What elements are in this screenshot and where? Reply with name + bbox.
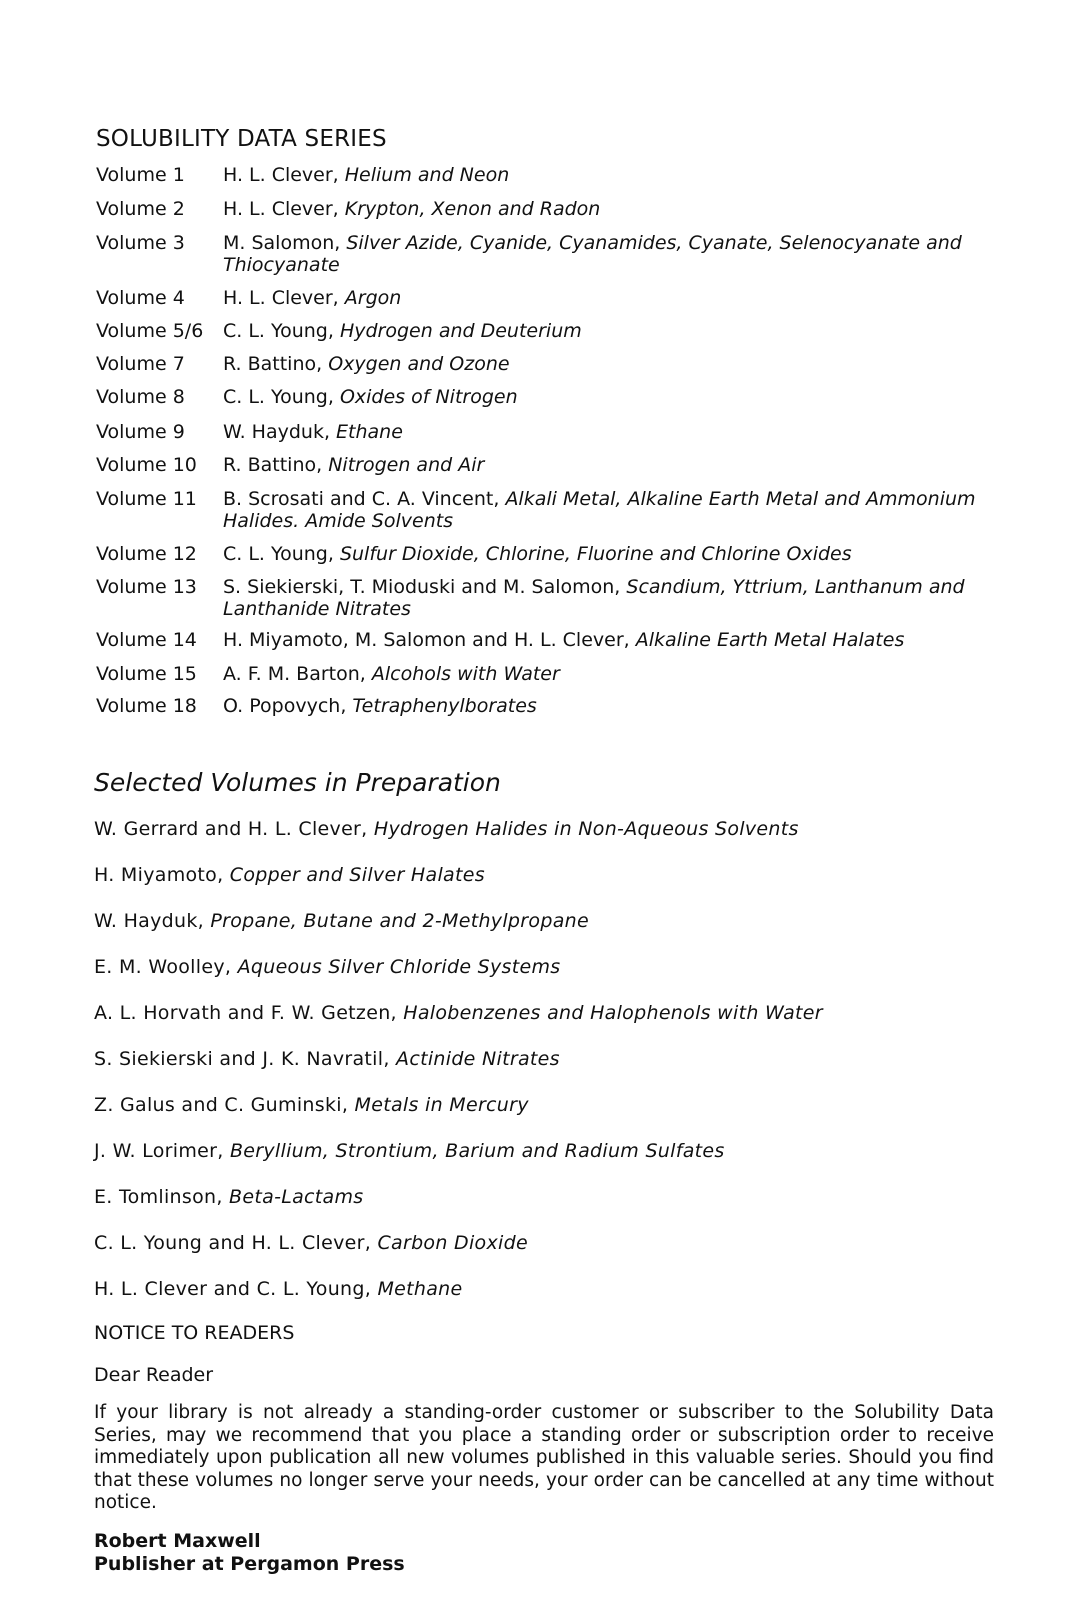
- volume-title: Argon: [344, 287, 402, 309]
- volume-authors: W. Hayduk,: [223, 421, 337, 443]
- volume-title: Nitrogen and Air: [328, 454, 485, 476]
- preparation-title: Carbon Dioxide: [377, 1232, 528, 1254]
- preparation-item: [94, 1278, 463, 1300]
- preparation-title: Beta-Lactams: [229, 1186, 364, 1208]
- preparation-authors: W. Gerrard and H. L. Clever,: [94, 818, 374, 840]
- signature-title: Publisher at Pergamon Press: [94, 1553, 405, 1575]
- preparation-authors: C. L. Young and H. L. Clever,: [94, 1232, 378, 1254]
- volume-title: Helium and Neon: [344, 164, 510, 186]
- volume-entry: [223, 543, 998, 565]
- preparation-item: [94, 1094, 529, 1116]
- preparation-title: Copper and Silver Halates: [229, 864, 485, 886]
- volume-title: Scandium, Yttrium, Lanthanum and Lanthanide Nitrates: [223, 576, 965, 620]
- preparation-title: Hydrogen Halides in Non-Aqueous Solvents: [373, 818, 799, 840]
- preparation-authors: H. L. Clever and C. L. Young,: [94, 1278, 378, 1300]
- volume-title: Alcohols with Water: [371, 663, 560, 685]
- volume-label: Volume 9: [96, 421, 185, 443]
- volume-authors: C. L. Young,: [223, 543, 340, 565]
- volume-title: Alkali Metal, Alkaline Earth Metal and Ammonium Halides. Amide Solvents: [223, 488, 976, 532]
- preparation-item: [94, 910, 589, 932]
- volume-entry: [223, 287, 998, 309]
- preparation-authors: E. M. Woolley,: [94, 956, 238, 978]
- volume-entry: [223, 576, 998, 620]
- notice-heading: NOTICE TO READERS: [94, 1322, 295, 1344]
- preparation-heading: Selected Volumes in Preparation: [94, 768, 501, 797]
- preparation-title: Methane: [377, 1278, 463, 1300]
- volume-label: Volume 4: [96, 287, 185, 309]
- preparation-authors: W. Hayduk,: [94, 910, 211, 932]
- volume-authors: H. L. Clever,: [223, 287, 345, 309]
- volume-entry: [223, 629, 998, 651]
- preparation-item: [94, 1048, 560, 1070]
- volume-title: Hydrogen and Deuterium: [339, 320, 582, 342]
- volume-title: Sulfur Dioxide, Chlorine, Fluorine and Chlorine Oxides: [339, 543, 852, 565]
- volume-entry: [223, 695, 998, 717]
- volume-entry: [223, 353, 998, 375]
- volume-title: Alkaline Earth Metal Halates: [635, 629, 905, 651]
- volume-authors: A. F. M. Barton,: [223, 663, 372, 685]
- volume-label: Volume 8: [96, 386, 185, 408]
- preparation-item: [94, 1232, 528, 1254]
- volume-authors: R. Battino,: [223, 353, 329, 375]
- volume-entry: [223, 488, 998, 532]
- preparation-title: Metals in Mercury: [354, 1094, 529, 1116]
- volume-title: Ethane: [336, 421, 403, 443]
- volume-label: Volume 7: [96, 353, 185, 375]
- preparation-item: [94, 1186, 364, 1208]
- volume-entry: [223, 320, 998, 342]
- preparation-title: Halobenzenes and Halophenols with Water: [403, 1002, 823, 1024]
- volume-authors: C. L. Young,: [223, 386, 340, 408]
- volume-entry: [223, 421, 998, 443]
- preparation-title: Propane, Butane and 2-Methylpropane: [210, 910, 589, 932]
- volume-authors: M. Salomon,: [223, 232, 347, 254]
- preparation-item: [94, 818, 799, 840]
- preparation-title: Actinide Nitrates: [396, 1048, 560, 1070]
- volume-label: Volume 13: [96, 576, 197, 598]
- volume-label: Volume 18: [96, 695, 197, 717]
- volume-label: Volume 2: [96, 198, 185, 220]
- preparation-authors: A. L. Horvath and F. W. Getzen,: [94, 1002, 404, 1024]
- volume-authors: R. Battino,: [223, 454, 329, 476]
- preparation-item: [94, 864, 485, 886]
- preparation-authors: Z. Galus and C. Guminski,: [94, 1094, 355, 1116]
- series-title: SOLUBILITY DATA SERIES: [96, 126, 387, 152]
- volume-authors: B. Scrosati and C. A. Vincent,: [223, 488, 506, 510]
- volume-title: Silver Azide, Cyanide, Cyanamides, Cyanate, Selenocyanate and Thiocyanate: [223, 232, 962, 276]
- volume-entry: [223, 454, 998, 476]
- preparation-item: [94, 956, 561, 978]
- volume-title: Oxides of Nitrogen: [339, 386, 518, 408]
- volume-entry: [223, 386, 998, 408]
- volume-entry: [223, 164, 998, 186]
- volume-authors: H. Miyamoto, M. Salomon and H. L. Clever,: [223, 629, 636, 651]
- volume-entry: [223, 198, 998, 220]
- volume-label: Volume 3: [96, 232, 185, 254]
- notice-salutation: Dear Reader: [94, 1364, 214, 1386]
- volume-label: Volume 14: [96, 629, 197, 651]
- volume-label: Volume 10: [96, 454, 197, 476]
- preparation-title: Aqueous Silver Chloride Systems: [237, 956, 561, 978]
- volume-authors: C. L. Young,: [223, 320, 340, 342]
- volume-authors: H. L. Clever,: [223, 164, 345, 186]
- preparation-title: Beryllium, Strontium, Barium and Radium Sulfates: [229, 1140, 725, 1162]
- preparation-item: [94, 1140, 725, 1162]
- preparation-authors: S. Siekierski and J. K. Navratil,: [94, 1048, 397, 1070]
- volume-label: Volume 1: [96, 164, 185, 186]
- volume-label: Volume 12: [96, 543, 197, 565]
- signature-name: Robert Maxwell: [94, 1530, 261, 1552]
- preparation-item: [94, 1002, 823, 1024]
- notice-body: If your library is not already a standing-order customer or subscriber to the Solubility Data Series, may we recommend that you place a standing order or subscription order to receive immediately upon publication all new volumes published in this valuable series. Should you find that these volumes no longer serve your needs, your order can be cancelled at any time without notice.: [94, 1402, 994, 1513]
- volume-label: Volume 11: [96, 488, 197, 510]
- volume-authors: H. L. Clever,: [223, 198, 345, 220]
- signature-block: [94, 1530, 405, 1576]
- preparation-authors: H. Miyamoto,: [94, 864, 230, 886]
- volume-title: Oxygen and Ozone: [328, 353, 510, 375]
- volume-title: Krypton, Xenon and Radon: [344, 198, 601, 220]
- volume-authors: S. Siekierski, T. Mioduski and M. Salomon,: [223, 576, 627, 598]
- volume-entry: [223, 663, 998, 685]
- preparation-authors: J. W. Lorimer,: [94, 1140, 230, 1162]
- volume-label: Volume 5/6: [96, 320, 204, 342]
- volume-entry: [223, 232, 998, 276]
- volume-title: Tetraphenylborates: [352, 695, 537, 717]
- volume-authors: O. Popovych,: [223, 695, 353, 717]
- volume-label: Volume 15: [96, 663, 197, 685]
- preparation-authors: E. Tomlinson,: [94, 1186, 230, 1208]
